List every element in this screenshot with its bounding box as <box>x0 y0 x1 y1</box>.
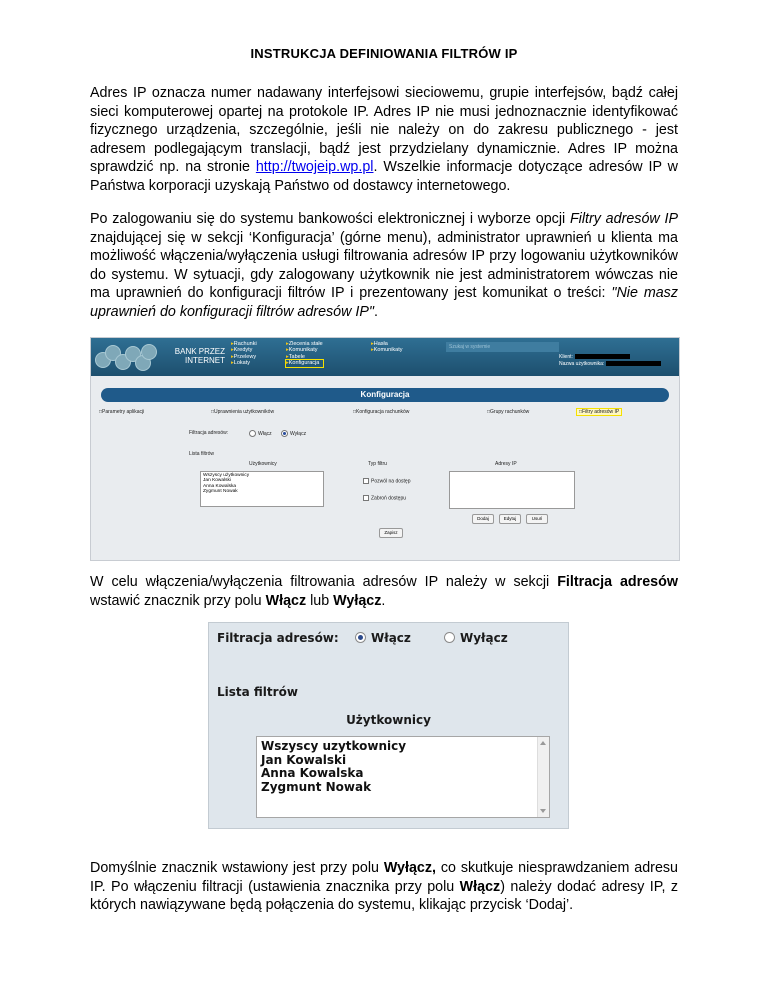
col-users: Użytkownicy <box>249 461 277 467</box>
menu-item[interactable]: ▸ Rachunki <box>231 341 257 347</box>
radio-on-label: Włącz <box>371 631 411 645</box>
coins-logo-icon <box>95 342 155 372</box>
checkbox-icon <box>363 478 369 484</box>
users-header: Użytkownicy <box>346 713 431 727</box>
list-item[interactable]: Jan Kowalski <box>261 752 347 767</box>
delete-button[interactable]: Usuń <box>526 514 548 524</box>
paragraph-login-config <box>90 210 678 322</box>
users-items <box>261 740 406 794</box>
tab-filtry-ip[interactable]: □ Filtry adresów IP <box>577 409 621 415</box>
client-label: Klient: <box>559 354 573 360</box>
tab-konfiguracja-rachunkow[interactable]: □ Konfiguracja rachunków <box>353 409 409 415</box>
list-label: Lista filtrów <box>189 451 215 457</box>
menu-column-2 <box>286 341 323 367</box>
username-label: Nazwa użytkownika: <box>559 361 605 367</box>
list-item[interactable]: Anna Kowalska <box>261 766 364 781</box>
redacted-block <box>575 354 630 359</box>
list-item[interactable]: Jan Kowalski <box>203 478 231 484</box>
menu-item[interactable]: ▸ Komunikaty <box>286 347 323 353</box>
users-listbox[interactable] <box>256 736 550 818</box>
col-ip: Adresy IP <box>495 461 517 467</box>
scroll-up-icon[interactable] <box>540 741 546 745</box>
menu-column-3 <box>371 341 403 354</box>
tab-parametry[interactable]: □ Parametry aplikacji <box>99 409 144 415</box>
menu-item[interactable]: ▸ Zlecenia stałe <box>286 341 323 347</box>
ip-listbox[interactable] <box>449 471 575 509</box>
bank-header <box>91 338 679 376</box>
p2-italic-b: "Nie masz uprawnień do konfiguracji filtrów adresów IP" <box>90 285 678 320</box>
radio-icon <box>444 632 455 643</box>
radio-off-label: Wyłącz <box>460 631 508 645</box>
logo-line-2: INTERNET <box>185 356 225 365</box>
p3-text-c: lub <box>306 592 334 609</box>
menu-item[interactable]: ▸ Hasła <box>371 341 403 347</box>
list-label: Lista filtrów <box>217 685 298 699</box>
list-item[interactable]: Wszyscy użytkownicy <box>203 473 250 478</box>
scrollbar[interactable] <box>537 737 549 817</box>
menu-column-1 <box>231 341 257 367</box>
menu-item[interactable]: ▸ Przelewy <box>231 354 257 360</box>
bank-logo-text <box>155 347 225 365</box>
list-item[interactable]: Anna Kowalska <box>203 483 237 489</box>
scroll-down-icon[interactable] <box>540 809 546 813</box>
logo-line-1: BANK PRZEZ <box>174 347 225 356</box>
tab-grupy[interactable]: □ Grupy rachunków <box>487 409 529 415</box>
radio-selected-icon <box>355 632 366 643</box>
config-screenshot <box>90 337 680 561</box>
p3-bold-b: Włącz <box>265 592 307 609</box>
deny-checkbox[interactable] <box>363 495 406 501</box>
menu-item-konfiguracja[interactable]: ▸ Konfiguracja <box>286 360 323 366</box>
filter-zoom-screenshot <box>208 622 569 829</box>
users-listbox[interactable] <box>200 471 324 507</box>
search-input[interactable]: Szukaj w systemie <box>446 342 559 352</box>
p4-bold-a: Wyłącz, <box>383 860 436 876</box>
p2-italic-a: Filtry adresów IP <box>569 211 678 227</box>
paragraph-toggle-instructions <box>90 573 678 610</box>
section-title-bar: Konfiguracja <box>101 388 669 402</box>
radio-off[interactable] <box>281 430 306 437</box>
p2-text-a: Po zalogowaniu się do systemu bankowości elektronicznej i wyborze opcji <box>90 211 570 227</box>
p1-text-a: Adres IP oznacza numer nadawany interfejsowi sieciowemu, grupie interfejsów, bądź całej sieci komputerowej opartej na protokole IP. Adres IP nie musi jednoznacznie identyfikować fizycznego urządzenia, szczególnie, jeśli nie należy on do zakresu publicznego - jest adresem podlegającym translacji, bądź jest przydzielany dynamicznie. Adres IP można sprawdzić np. na stronie <box>90 85 678 176</box>
paragraph-ip-definition <box>90 84 678 196</box>
redacted-block <box>606 361 661 366</box>
document-title: INSTRUKCJA DEFINIOWANIA FILTRÓW IP <box>250 46 518 61</box>
p3-text-a: W celu włączenia/wyłączenia filtrowania adresów IP należy w sekcji <box>90 574 558 590</box>
add-button[interactable]: Dodaj <box>472 514 494 524</box>
edit-button[interactable]: Edytuj <box>499 514 521 524</box>
paragraph-default-setting <box>90 859 678 915</box>
p4-text-b: co skutkuje niesprawdzaniem adresu IP. Po włączeniu filtracji (ustawienia znacznika przy polu <box>90 860 678 895</box>
radio-on-label: Włącz <box>258 430 272 437</box>
p2-text-c: . <box>374 303 378 320</box>
radio-off-label: Wyłącz <box>290 430 307 437</box>
p4-bold-b: Włącz <box>459 878 501 895</box>
p4-text-c: ) należy dodać adresy IP, z których nawiązywane będą połączenia do systemu, klikając przycisk ‘Dodaj’. <box>90 878 678 914</box>
p3-bold-c: Wyłącz <box>333 592 382 609</box>
filter-label: Filtracja adresów: <box>217 631 339 645</box>
tab-uprawnienia[interactable]: □ Uprawnienia użytkowników <box>211 409 274 415</box>
p2-text-b: znajdującej się w sekcji ‘Konfiguracja’ (górne menu), administrator uprawnień u klienta ma możliwość włączenia/wyłączenia usługi filtrowania adresów IP przy logowaniu użytkowników do systemu. W sytuacji, gdy zalogowany użytkownik nie jest administratorem wówczas nie ma uprawnień do konfiguracji filtrów IP i prezentowany jest komunikat o treści: <box>90 229 678 302</box>
p3-text-b: wstawić znacznik przy polu <box>90 592 266 609</box>
radio-on[interactable] <box>355 631 411 645</box>
p3-bold-a: Filtracja adresów <box>557 574 678 590</box>
user-info <box>559 354 676 368</box>
list-item[interactable]: Zygmunt Nowak <box>261 779 372 794</box>
save-button[interactable]: Zapisz <box>379 528 403 538</box>
menu-item[interactable]: ▸ Komunikaty <box>371 347 403 353</box>
col-type: Typ filtru <box>368 461 387 467</box>
radio-off[interactable] <box>444 631 508 645</box>
list-item[interactable]: Zygmunt Nowak <box>203 489 238 495</box>
twojeip-link[interactable]: http://twojeip.wp.pl <box>255 159 374 176</box>
allow-label: Pozwól na dostęp <box>371 478 411 485</box>
p4-text-a: Domyślnie znacznik wstawiony jest przy polu <box>90 860 384 876</box>
filter-label: Filtracja adresów: <box>189 430 229 436</box>
p1-text-b: . Wszelkie informacje dotyczące adresów IP w Państwa korporacji uzyskają Państwo od dostawcy internetowego. <box>90 159 678 194</box>
menu-item[interactable]: ▸ Tabele <box>286 354 323 360</box>
p3-text-d: . <box>381 592 386 609</box>
list-item[interactable]: Wszyscy uzytkownicy <box>261 739 407 753</box>
deny-label: Zabroń dostępu <box>371 495 407 502</box>
menu-item[interactable]: ▸ Lokaty <box>231 360 257 366</box>
allow-checkbox[interactable] <box>363 478 410 484</box>
radio-icon <box>249 430 256 437</box>
radio-on[interactable] <box>249 430 272 437</box>
checkbox-icon <box>363 495 369 501</box>
menu-item[interactable]: ▸ Kredyty <box>231 347 257 353</box>
radio-icon <box>281 430 288 437</box>
